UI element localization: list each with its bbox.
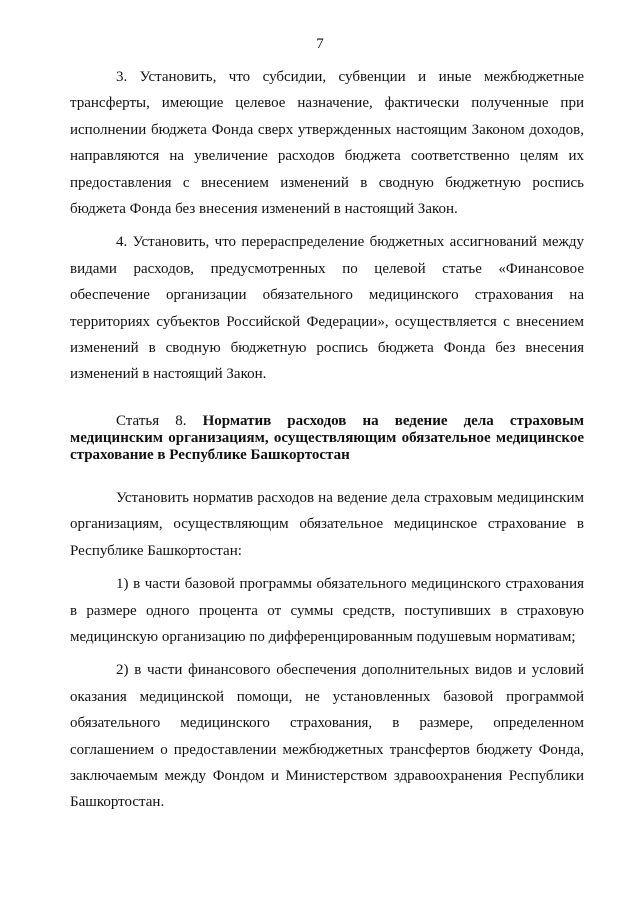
document-body <box>70 64 584 823</box>
article-label: Статья 8. <box>116 412 187 429</box>
paragraph-3: 3. Установить, что субсидии, субвенции и иные межбюджетные трансферты, имеющие целевое назначение, фактически полученные при исполнении бюджета Фонда сверх утвержденных настоящим Законом доходов, направляются на увеличение расходов бюджета соответственно целям их предоставления с внесением изменений в сводную бюджетную роспись бюджета Фонда без внесения изменений в настоящий Закон. <box>70 69 584 218</box>
article-item-1: 1) в части базовой программы обязательного медицинского страхования в размере одного процента от суммы средств, поступивших в страховую медицинскую организацию по дифференцированным подушевым нормативам; <box>70 576 584 645</box>
article-intro-paragraph: Установить норматив расходов на ведение дела страховым медицинским организациям, осуществляющим обязательное медицинское страхование в Республике Башкортостан: <box>70 489 584 559</box>
article-heading <box>70 413 584 464</box>
article-title: Норматив расходов на ведение дела страховым медицинским организациям, осуществляющим обязательное медицинское страхование в Республике Башкортостан <box>70 412 584 463</box>
page-number: 7 <box>316 36 324 52</box>
article-item-2: 2) в части финансового обеспечения дополнительных видов и условий оказания медицинской помощи, не установленных базовой программой обязательного медицинского страхования, в размере, определенном соглашением о предоставлении межбюджетных трансфертов бюджету Фонда, заключаемым между Фондом и Министерством здравоохранения Республики Башкортостан. <box>70 662 584 811</box>
paragraph-4: 4. Установить, что перераспределение бюджетных ассигнований между видами расходов, предусмотренных по целевой статье «Финансовое обеспечение организации обязательного медицинского страхования на территориях субъектов Российской Федерации», осуществляется с внесением изменений в сводную бюджетную роспись бюджета Фонда без внесения изменений в настоящий Закон. <box>70 234 584 383</box>
